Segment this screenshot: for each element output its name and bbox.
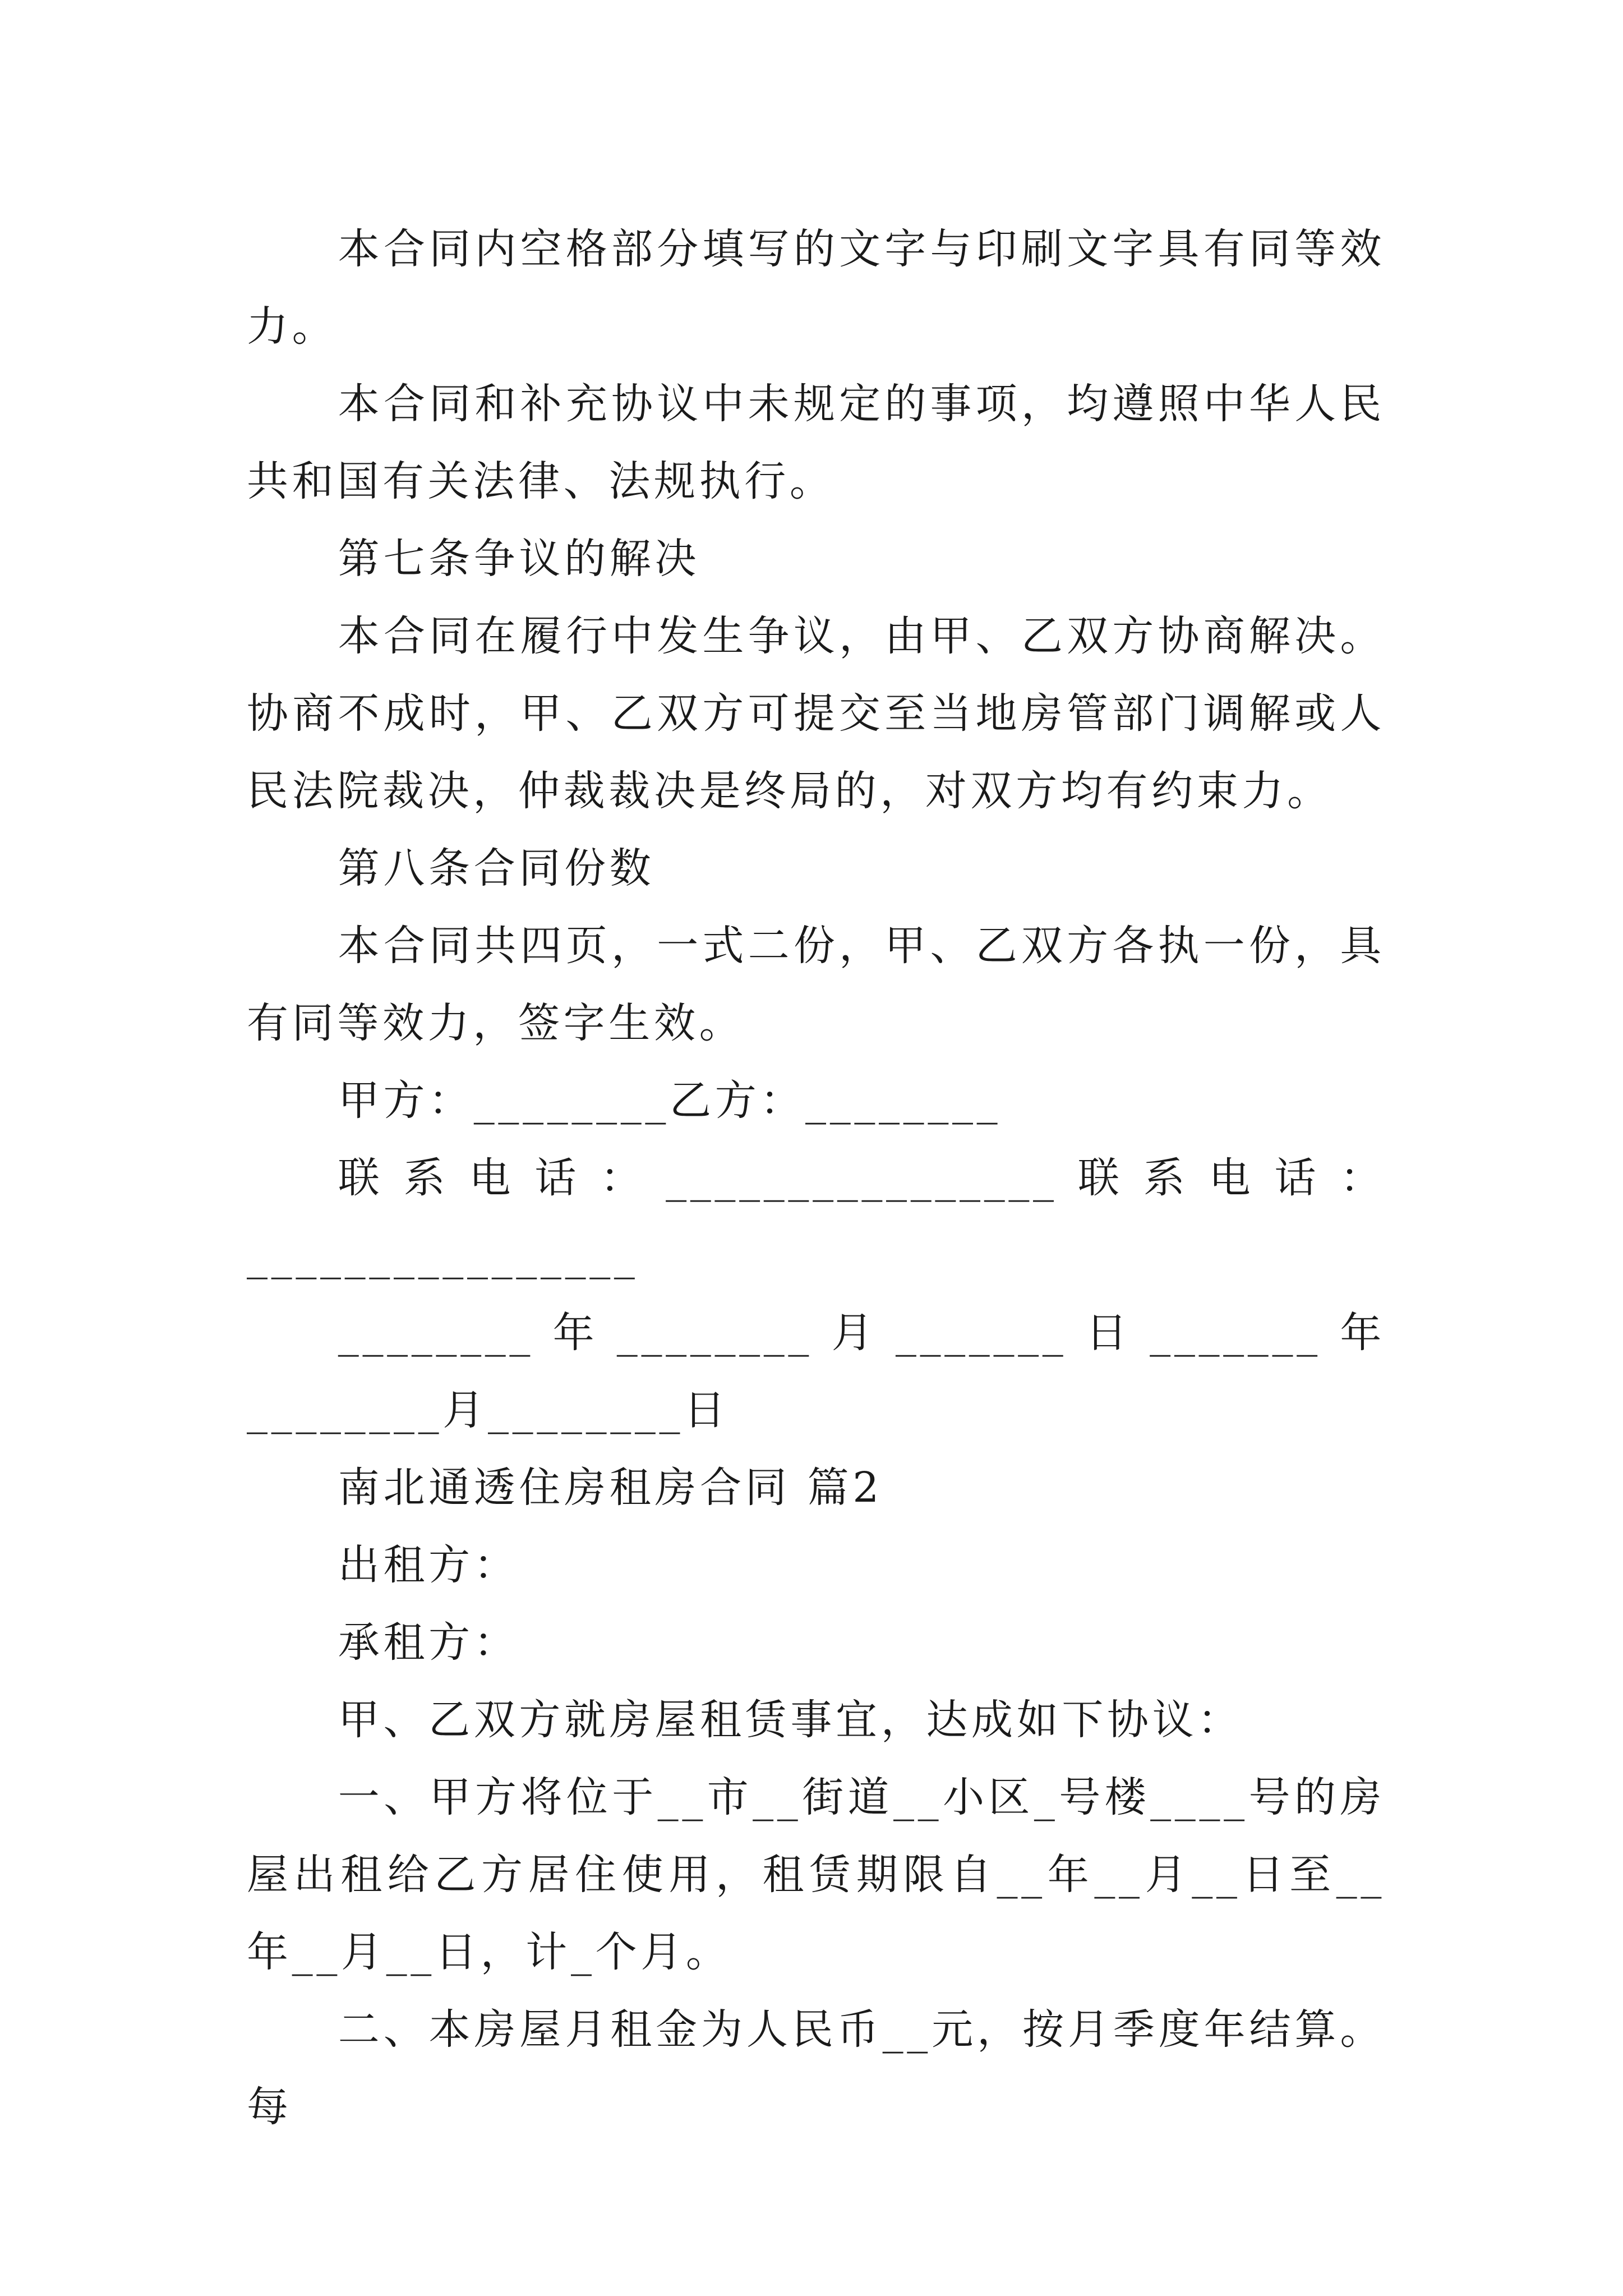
section-2-title: 南北通透住房租房合同 篇2 [338,1464,883,1512]
clause-1-property-term: 一、甲方将位于__市__街道__小区_号楼____号的房屋出租给乙方居住使用，租赁期限自__年__月__日至__年__月__日，计_个月。 [247,1773,1385,1976]
clause-2-rent: 二、本房屋月租金为人民币__元，按月季度年结算。每 [247,2005,1385,2131]
lessor-line: 出租方： [338,1541,519,1589]
paragraph-contract-copies: 本合同共四页，一式二份，甲、乙双方各执一份，具有同等效力，签字生效。 [247,922,1385,1047]
signature-parties-line: 甲方：________乙方：________ [338,1076,1002,1125]
paragraph-blank-fill-effect: 本合同内空格部分填写的文字与印刷文字具有同等效力。 [247,225,1385,351]
document-body [247,210,1385,2146]
contact-phone-line: 联系电话：________________联系电话：________________ [247,1154,1385,1280]
signature-date-line: ________年________月_______日_______年________月________日 [247,1309,1385,1434]
article-7-heading: 第七条争议的解决 [338,535,700,583]
paragraph-unspecified-matters: 本合同和补充协议中未规定的事项，均遵照中华人民共和国有关法律、法规执行。 [247,380,1385,505]
lessee-line: 承租方： [338,1618,519,1667]
article-8-heading: 第八条合同份数 [338,844,655,892]
agreement-intro: 甲、乙双方就房屋租赁事宜，达成如下协议： [338,1696,1243,1744]
paragraph-dispute-resolution: 本合同在履行中发生争议，由甲、乙双方协商解决。协商不成时，甲、乙双方可提交至当地房管部门调解或人民法院裁决，仲裁裁决是终局的，对双方均有约束力。 [247,612,1385,815]
